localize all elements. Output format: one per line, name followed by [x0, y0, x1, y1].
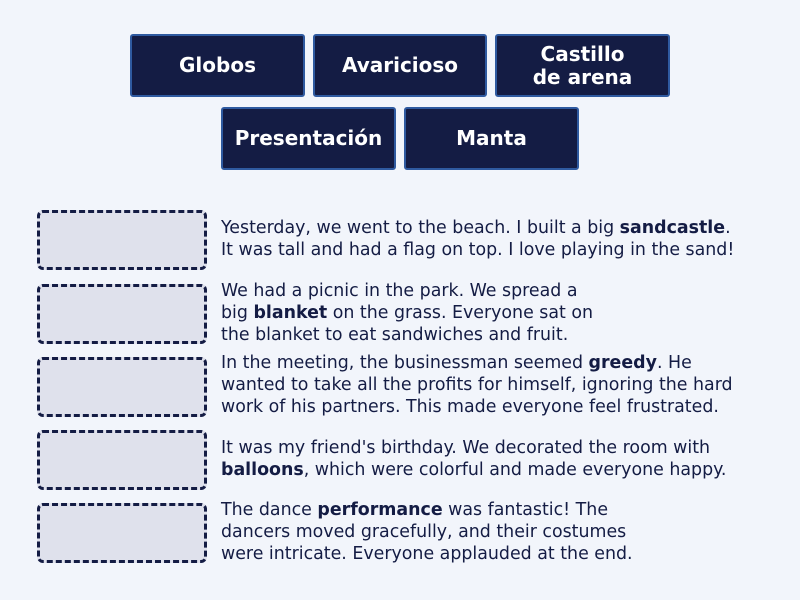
sentence-line [221, 280, 593, 302]
drop-zone-4[interactable] [37, 430, 207, 490]
drop-zone-5[interactable] [37, 503, 207, 563]
sentence-text: were intricate. Everyone applauded at the end. [221, 544, 633, 564]
sentence-line [221, 543, 633, 565]
sentence-text: dancers moved gracefully, and their costumes [221, 522, 627, 542]
sentence-text: on the grass. Everyone sat on [327, 303, 594, 323]
sentence-line [221, 521, 633, 543]
sentence-line [221, 239, 734, 261]
keyword: sandcastle [619, 218, 726, 238]
answer-tile-avaricioso[interactable]: Avaricioso [313, 34, 487, 97]
answer-tile-presentacion[interactable]: Presentación [221, 107, 396, 170]
sentence-text: the blanket to eat sandwiches and fruit. [221, 325, 569, 345]
keyword: performance [317, 500, 443, 520]
sentence-text: was fantastic! The [442, 500, 609, 520]
answer-tile-manta[interactable]: Manta [404, 107, 579, 170]
drop-zone-2[interactable] [37, 284, 207, 344]
sentence-4 [221, 437, 726, 481]
sentence-text: work of his partners. This made everyone feel frustrated. [221, 397, 719, 417]
sentence-line [221, 437, 726, 459]
sentence-line [221, 352, 733, 374]
sentence-line [221, 499, 633, 521]
sentence-text: . [725, 218, 731, 238]
sentence-line [221, 396, 733, 418]
answer-tile-globos[interactable]: Globos [130, 34, 305, 97]
sentence-line [221, 324, 593, 346]
sentence-text: It was tall and had a flag on top. I love playing in the sand! [221, 240, 735, 260]
sentence-5 [221, 499, 633, 565]
sentence-2 [221, 280, 593, 346]
sentence-line [221, 217, 734, 239]
sentence-line [221, 302, 593, 324]
sentence-line [221, 374, 733, 396]
keyword: balloons [221, 460, 304, 480]
sentence-3 [221, 352, 733, 418]
sentence-text: wanted to take all the profits for himself, ignoring the hard [221, 375, 733, 395]
sentence-text: In the meeting, the businessman seemed [221, 353, 589, 373]
sentence-text: . He [656, 353, 692, 373]
sentence-text: Yesterday, we went to the beach. I built a big [221, 218, 620, 238]
sentence-text: It was my friend's birthday. We decorated the room with [221, 438, 711, 458]
sentence-text: big [221, 303, 254, 323]
answer-tile-castillo-de-arena[interactable]: Castillo de arena [495, 34, 670, 97]
sentence-text: , which were colorful and made everyone happy. [303, 460, 727, 480]
sentence-text: We had a picnic in the park. We spread a [221, 281, 578, 301]
sentence-line [221, 459, 726, 481]
sentence-1 [221, 217, 734, 261]
drop-zone-3[interactable] [37, 357, 207, 417]
keyword: blanket [253, 303, 328, 323]
sentence-text: The dance [221, 500, 318, 520]
keyword: greedy [588, 353, 657, 373]
drop-zone-1[interactable] [37, 210, 207, 270]
